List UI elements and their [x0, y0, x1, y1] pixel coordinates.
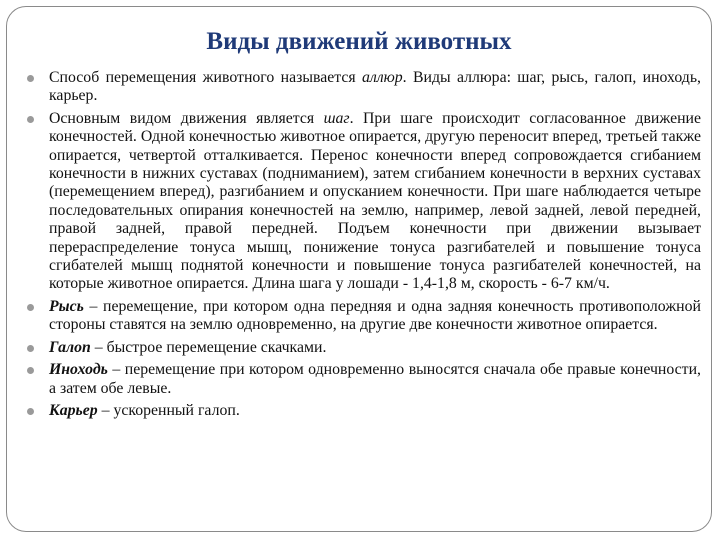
- item-text: . При шаге происходит согласованное движение конечностей. Одной конечностью животное опирается, другую переносит вперед, третьей также опирается, четвертой отталкивается. Перенос конечности вперед сопровождается сгибанием конечности в нижних суставах (подниманием), затем сгибанием конечности в верхних суставах (перемещением вперед), разгибанием и опусканием конечности. При шаге наблюдается четыре последовательных опирания конечностей на землю, например, левой задней, левой передней, правой задней, правой передней. Подъем конечности при движении вызывает перераспределение тонуса мышц, понижение тонуса разгибателей и повышение тонуса сгибателей мышц поднятой конечности и повышение тонуса разгибателей конечностей, на которые животное опирается. Длина шага у лошади - 1,4-1,8 м, скорость - 6-7 км/ч.: [49, 109, 702, 293]
- item-text: – перемещение, при котором одна передняя и одна задняя конечность противоположной стороны ставятся на землю одновременно, на другие две конечности животное опирается.: [49, 297, 701, 334]
- list-item-allure: [25, 69, 701, 106]
- list-item-gallop: [25, 339, 701, 357]
- item-text: Способ перемещения животного называется: [49, 69, 362, 86]
- slide: [6, 6, 712, 532]
- bullet-icon: [27, 345, 34, 352]
- term-walk: шаг: [323, 109, 350, 127]
- bullet-icon: [27, 116, 34, 123]
- term-career: Карьер: [49, 401, 98, 419]
- bullet-icon: [27, 408, 34, 415]
- bullet-icon: [27, 75, 34, 82]
- item-text: . Виды аллюра: шаг, рысь, галоп, иноходь, карьер.: [49, 69, 701, 105]
- term-gallop: Галоп: [49, 338, 91, 356]
- bullet-list: [25, 69, 701, 424]
- list-item-career: [25, 402, 701, 420]
- term-allure: аллюр: [361, 69, 403, 86]
- list-item-trot: [25, 298, 701, 335]
- term-pace: Иноходь: [49, 361, 108, 379]
- bullet-icon: [27, 367, 34, 374]
- list-item-walk: [25, 110, 701, 294]
- bullet-icon: [27, 304, 34, 311]
- slide-title: Виды движений животных: [206, 28, 512, 55]
- list-item-pace: [25, 361, 701, 398]
- item-text: – перемещение при котором одновременно выносятся сначала обе правые конечности, а затем обе левые.: [49, 361, 701, 397]
- term-trot: Рысь: [49, 297, 84, 315]
- item-text: – быстрое перемещение скачками.: [90, 338, 327, 356]
- item-text: – ускоренный галоп.: [97, 401, 240, 419]
- item-text: Основным видом движения является: [49, 109, 324, 127]
